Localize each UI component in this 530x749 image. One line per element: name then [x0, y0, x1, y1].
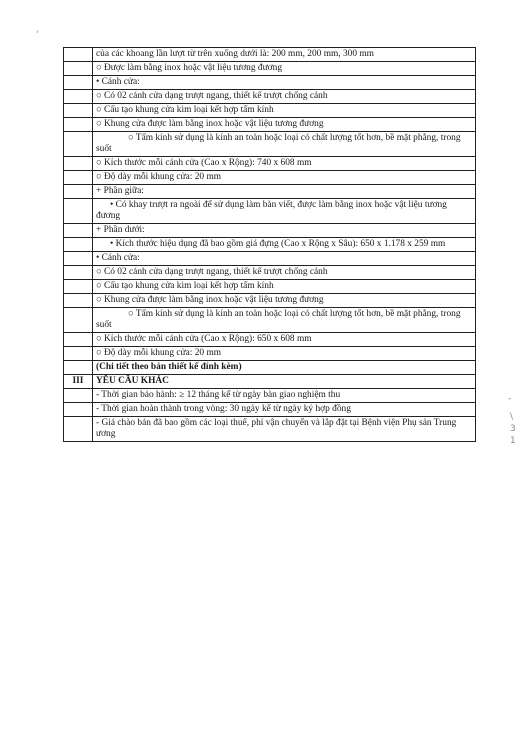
row-text: ○ Khung cửa được làm bằng inox hoặc vật liệu tương đương — [93, 294, 476, 308]
row-text: • Cánh cửa: — [93, 252, 476, 266]
section-number: III — [64, 375, 93, 389]
table-row — [64, 104, 476, 118]
section-header-row — [64, 375, 476, 389]
requirement-text: - Thời gian bảo hành: ≥ 12 tháng kể từ ngày bàn giao nghiệm thu — [93, 389, 476, 403]
row-text: ○ Cấu tạo khung cửa kim loại kết hợp tấm kính — [93, 104, 476, 118]
row-text: ○ Kích thước mỗi cánh cửa (Cao x Rộng): 740 x 608 mm — [93, 157, 476, 171]
table-row — [64, 157, 476, 171]
table-row — [64, 62, 476, 76]
design-note: (Chi tiết theo bản thiết kế đính kèm) — [93, 361, 476, 375]
specification-table — [63, 47, 476, 442]
table-row — [64, 294, 476, 308]
requirement-text: - Thời gian hoàn thành trong vòng: 30 ngày kể từ ngày ký hợp đồng — [93, 403, 476, 417]
table-row — [64, 266, 476, 280]
row-text: ○ Khung cửa được làm bằng inox hoặc vật liệu tương đương — [93, 118, 476, 132]
table-row — [64, 199, 476, 224]
row-text: • Cánh cửa: — [93, 76, 476, 90]
table-row — [64, 333, 476, 347]
table-row — [64, 389, 476, 403]
row-text: ○ Độ dày mỗi khung cửa: 20 mm — [93, 347, 476, 361]
row-text: ○ Tấm kính sử dụng là kính an toàn hoặc loại có chất lượng tốt hơn, bề mặt phẳng, trong suốt — [93, 308, 476, 333]
row-text: ○ Có 02 cánh cửa dạng trượt ngang, thiết kế trượt chống cánh — [93, 90, 476, 104]
margin-mark: 1 — [510, 436, 516, 446]
margin-mark: 3 — [510, 424, 516, 434]
table-row — [64, 48, 476, 62]
table-row — [64, 280, 476, 294]
row-text: ○ Độ dày mỗi khung cửa: 20 mm — [93, 171, 476, 185]
table-row — [64, 361, 476, 375]
row-text: ○ Kích thước mỗi cánh cửa (Cao x Rộng): 650 x 608 mm — [93, 333, 476, 347]
table-row — [64, 185, 476, 199]
row-text: • Kích thước hiệu dụng đã bao gồm giá đựng (Cao x Rộng x Sâu): 650 x 1.178 x 259 mm — [93, 238, 476, 252]
table-row — [64, 76, 476, 90]
table-row — [64, 238, 476, 252]
margin-mark: - — [508, 394, 512, 404]
row-text: + Phần dưới: — [93, 224, 476, 238]
margin-mark: \ — [510, 412, 514, 422]
table-row — [64, 171, 476, 185]
requirement-text: - Giá chào bán đã bao gồm các loại thuế, phí vận chuyển và lắp đặt tại Bệnh viện Phụ sản Trung ương — [93, 417, 476, 442]
table-row — [64, 417, 476, 442]
row-text: của các khoang lần lượt từ trên xuống dưới là: 200 mm, 200 mm, 300 mm — [93, 48, 476, 62]
section-title: YÊU CẦU KHÁC — [93, 375, 476, 389]
row-text: + Phần giữa: — [93, 185, 476, 199]
table-row — [64, 403, 476, 417]
row-text: • Có khay trượt ra ngoài để sử dụng làm bàn viết, được làm bằng inox hoặc vật liệu tương đương — [93, 199, 476, 224]
row-text: ○ Tấm kính sử dụng là kính an toàn hoặc loại có chất lượng tốt hơn, bề mặt phẳng, trong suốt — [93, 132, 476, 157]
table-row — [64, 132, 476, 157]
table-row — [64, 308, 476, 333]
row-text: ○ Được làm bằng inox hoặc vật liệu tương đương — [93, 62, 476, 76]
table-row — [64, 90, 476, 104]
table-row — [64, 224, 476, 238]
row-text: ○ Có 02 cánh cửa dạng trượt ngang, thiết kế trượt chống cánh — [93, 266, 476, 280]
table-row — [64, 347, 476, 361]
table-row — [64, 118, 476, 132]
row-text: ○ Cấu tạo khung cửa kim loại kết hợp tấm kính — [93, 280, 476, 294]
table-row — [64, 252, 476, 266]
margin-mark: ' — [36, 30, 39, 40]
